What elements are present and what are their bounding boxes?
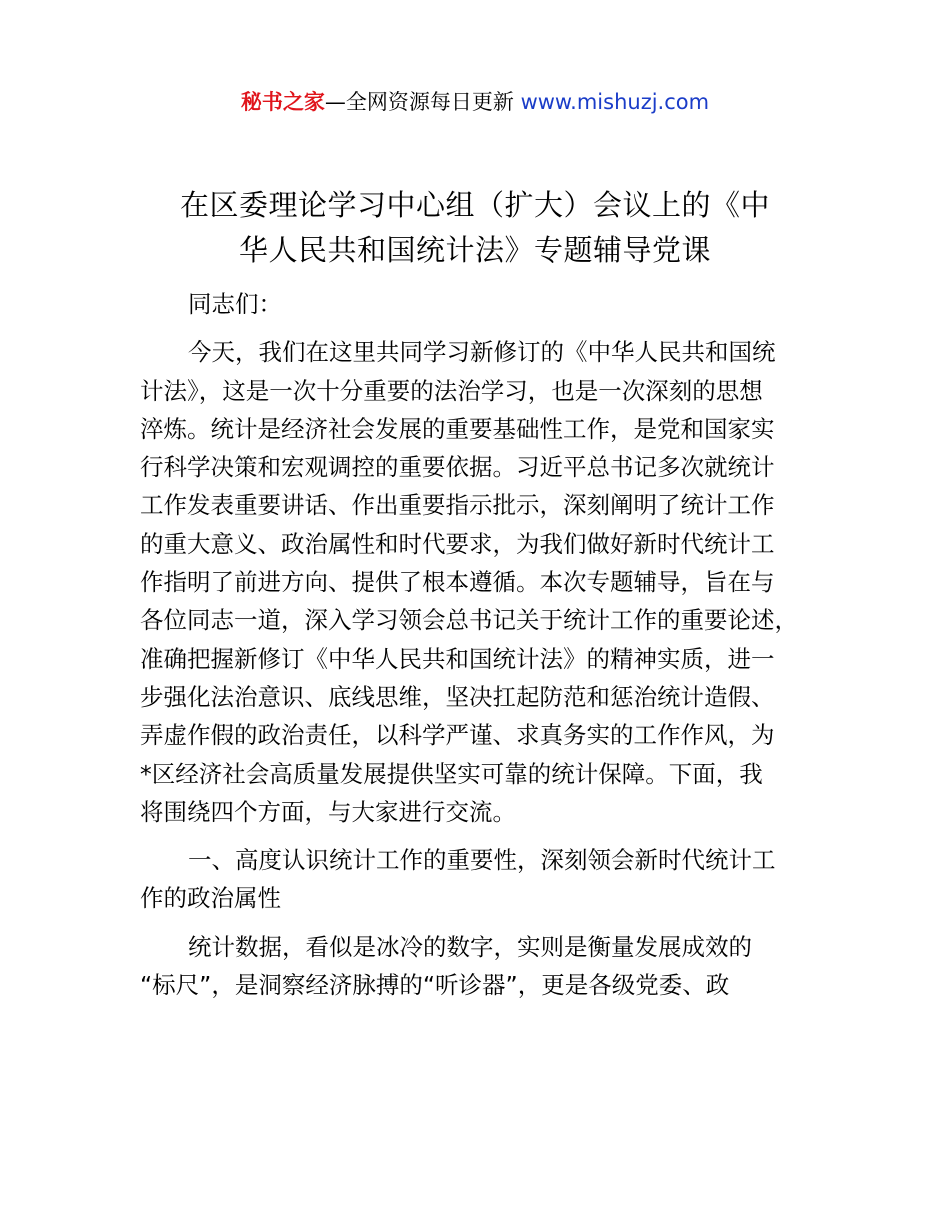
intro-paragraph <box>140 333 812 831</box>
text-line: 将围绕四个方面，与大家进行交流。 <box>140 797 516 826</box>
text-line: 淬炼。统计是经济社会发展的重要基础性工作，是党和国家实 <box>140 414 775 443</box>
text-line: *区经济社会高质量发展提供坚实可靠的统计保障。下面，我 <box>140 759 763 788</box>
section-heading-1 <box>140 841 812 918</box>
section-1-paragraph <box>140 928 812 1005</box>
text-line: 一、高度认识统计工作的重要性，深刻领会新时代统计工 <box>188 846 776 875</box>
text-line: 步强化法治意识、底线思维，坚决扛起防范和惩治统计造假、 <box>140 682 775 711</box>
title-line-2: 华人民共和国统计法》专题辅导党课 <box>238 233 711 267</box>
text-line: 各位同志一道，深入学习领会总书记关于统计工作的重要论述， <box>140 606 798 635</box>
salutation-paragraph <box>140 285 812 323</box>
text-line: 同志们： <box>188 290 282 318</box>
text-line: 准确把握新修订《中华人民共和国统计法》的精神实质，进一 <box>140 644 775 673</box>
text-line: 作的政治属性 <box>140 884 281 913</box>
text-line: 弄虚作假的政治责任，以科学严谨、求真务实的工作作风，为 <box>140 721 775 750</box>
text-line: 行科学决策和宏观调控的重要依据。习近平总书记多次就统计 <box>140 453 775 482</box>
site-header <box>0 88 950 116</box>
text-line: 的重大意义、政治属性和时代要求，为我们做好新时代统计工 <box>140 529 775 558</box>
text-line: 计法》，这是一次十分重要的法治学习，也是一次深刻的思想 <box>140 376 763 405</box>
text-line: 作指明了前进方向、提供了根本遵循。本次专题辅导，旨在与 <box>140 568 775 597</box>
text-line: “标尺”，是洞察经济脉搏的“听诊器”，更是各级党委、政 <box>140 971 730 1000</box>
text-line: 今天，我们在这里共同学习新修订的《中华人民共和国统 <box>188 338 776 367</box>
document-body <box>140 285 812 1014</box>
header-tagline: —全网资源每日更新 <box>324 90 521 114</box>
text-line: 统计数据，看似是冰冷的数字，实则是衡量发展成效的 <box>188 932 752 961</box>
document-title <box>120 183 830 273</box>
title-line-1: 在区委理论学习中心组（扩大）会议上的《中 <box>179 188 770 222</box>
text-line: 工作发表重要讲话、作出重要指示批示，深刻阐明了统计工作 <box>140 491 775 520</box>
site-name: 秘书之家 <box>240 90 325 114</box>
site-url-link[interactable]: www.mishuzj.com <box>520 90 710 114</box>
